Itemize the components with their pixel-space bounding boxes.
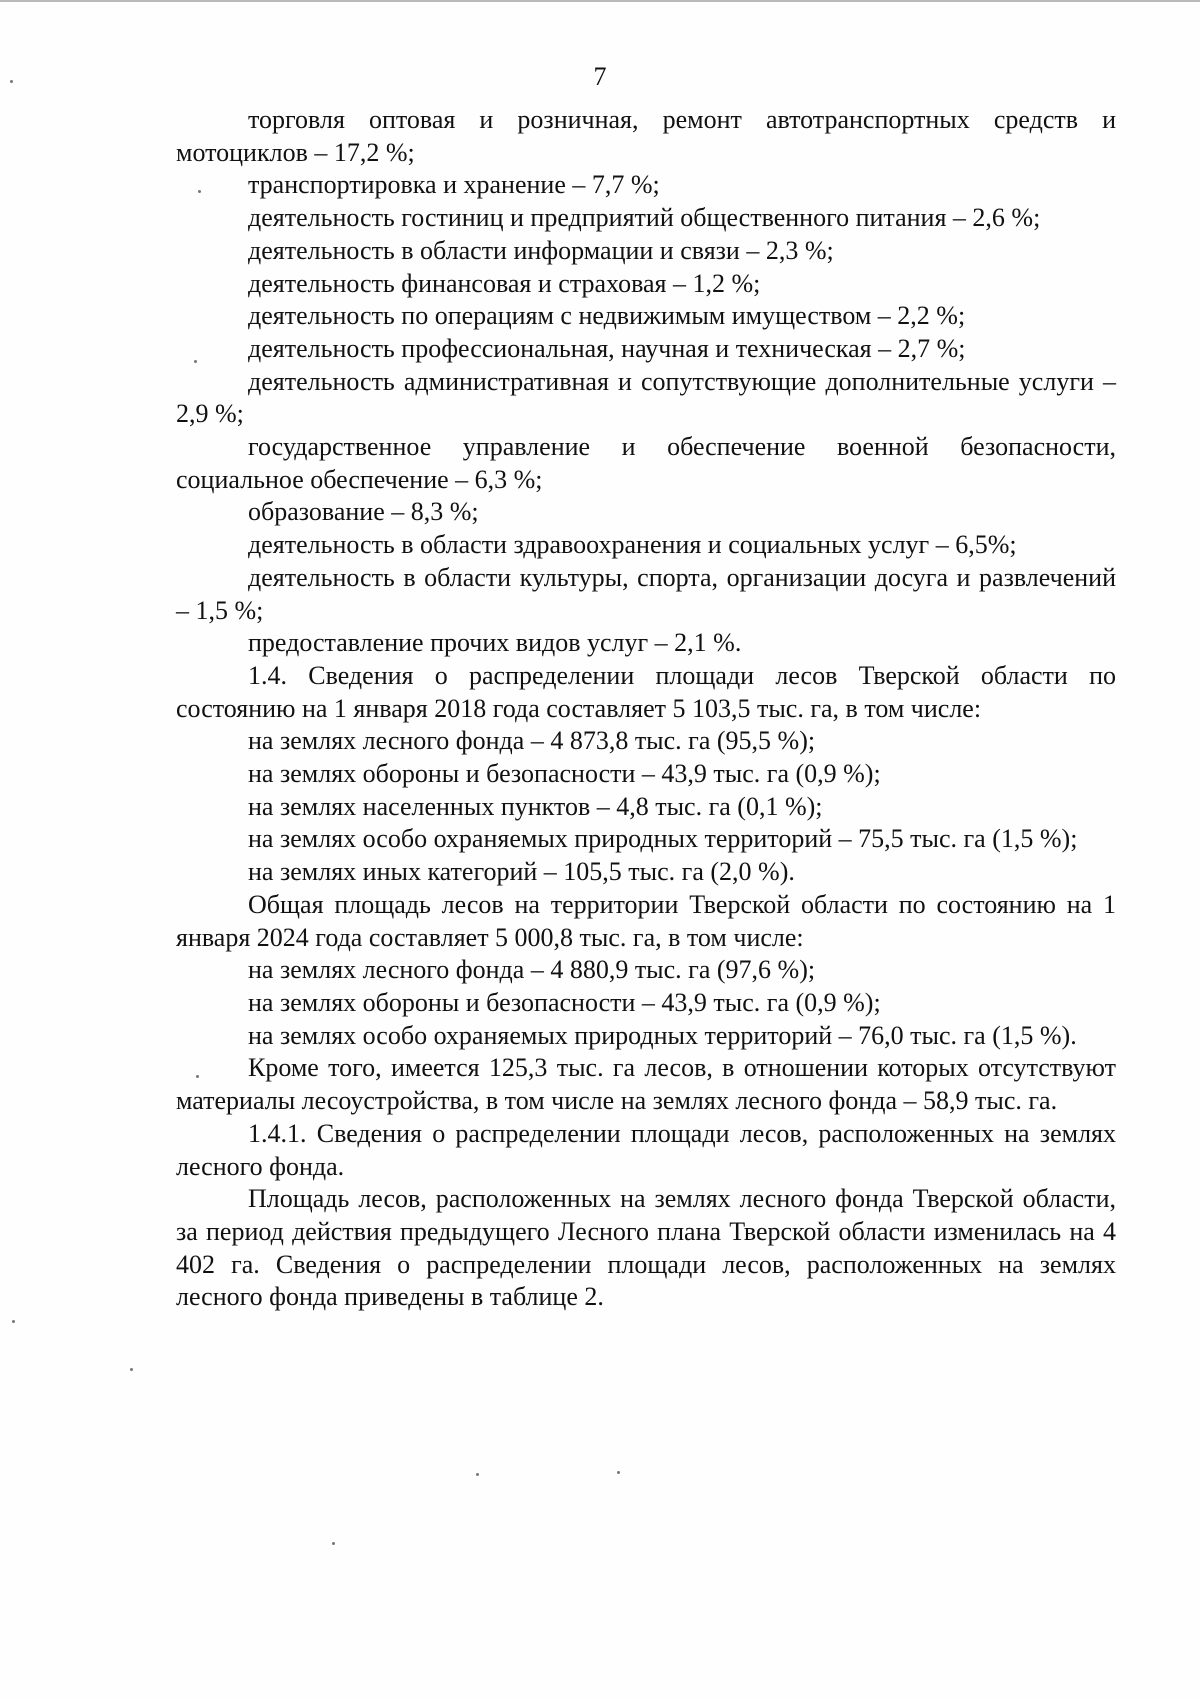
scan-speckle (198, 190, 201, 193)
paragraph: деятельность финансовая и страховая – 1,2 %; (248, 268, 761, 298)
paragraph: Общая площадь лесов на территории Тверской области по состоянию на 1 января 2024 года составляет 5 000,8 тыс. га, в том числе: (176, 889, 1116, 952)
paragraph: деятельность в области культуры, спорта, организации досуга и развлечений – 1,5 %; (176, 562, 1116, 625)
paragraph: деятельность по операциям с недвижимым имуществом – 2,2 %; (248, 301, 966, 331)
paragraph: на землях обороны и безопасности – 43,9 тыс. га (0,9 %); (248, 759, 881, 789)
paragraph: на землях лесного фонда – 4 880,9 тыс. га (97,6 %); (248, 955, 816, 985)
scan-speckle (617, 1471, 620, 1474)
scan-top-edge (0, 0, 1200, 2)
scan-speckle (12, 1320, 15, 1323)
scan-speckle (194, 360, 197, 363)
document-body (176, 104, 1116, 1314)
paragraph: на землях населенных пунктов – 4,8 тыс. га (0,1 %); (248, 791, 823, 821)
page-number: 7 (593, 62, 607, 91)
paragraph: на землях обороны и безопасности – 43,9 тыс. га (0,9 %); (248, 987, 881, 1017)
scan-speckle (196, 1075, 199, 1078)
paragraph: торговля оптовая и розничная, ремонт автотранспортных средств и мотоциклов – 17,2 %; (176, 105, 1116, 167)
section-heading-paragraph: 1.4. Сведения о распределении площади лесов Тверской области по состоянию на 1 января 2018 года составляет 5 103,5 тыс. га, в том числе: (176, 660, 1116, 723)
scan-speckle (10, 80, 13, 83)
scan-speckle (476, 1473, 479, 1476)
scan-speckle (130, 1368, 133, 1371)
paragraph: государственное управление и обеспечение военной безопасности, социальное обеспечение – 6,3 %; (176, 432, 1116, 494)
paragraph: Кроме того, имеется 125,3 тыс. га лесов, в отношении которых отсутствуют материалы лесоустройства, в том числе на землях лесного фонда – 58,9 тыс. га. (176, 1053, 1116, 1116)
paragraph: на землях особо охраняемых природных территорий – 75,5 тыс. га (1,5 %); (248, 824, 1078, 854)
paragraph: на землях иных категорий – 105,5 тыс. га (2,0 %). (248, 857, 795, 887)
paragraph: транспортировка и хранение – 7,7 %; (248, 170, 660, 200)
paragraph: предоставление прочих видов услуг – 2,1 %. (248, 628, 742, 658)
paragraph: на землях лесного фонда – 4 873,8 тыс. га (95,5 %); (248, 726, 816, 756)
paragraph: деятельность гостиниц и предприятий общественного питания – 2,6 %; (248, 203, 1041, 233)
paragraph: образование – 8,3 %; (248, 497, 479, 527)
paragraph: деятельность в области здравоохранения и социальных услуг – 6,5%; (248, 530, 1017, 560)
paragraph: Площадь лесов, расположенных на землях лесного фонда Тверской области, за период действия предыдущего Лесного плана Тверской области изменилась на 4 402 га. Сведения о распределении площади лесов, расположенных на землях лесного фонда приведены в таблице 2. (176, 1184, 1116, 1312)
section-heading-paragraph: 1.4.1. Сведения о распределении площади лесов, расположенных на землях лесного фонда. (176, 1118, 1116, 1181)
paragraph: на землях особо охраняемых природных территорий – 76,0 тыс. га (1,5 %). (248, 1020, 1077, 1050)
paragraph: деятельность профессиональная, научная и техническая – 2,7 %; (248, 333, 966, 363)
scan-speckle (332, 1542, 335, 1545)
paragraph: деятельность административная и сопутствующие дополнительные услуги – 2,9 %; (176, 366, 1116, 429)
paragraph: деятельность в области информации и связи – 2,3 %; (248, 235, 834, 265)
